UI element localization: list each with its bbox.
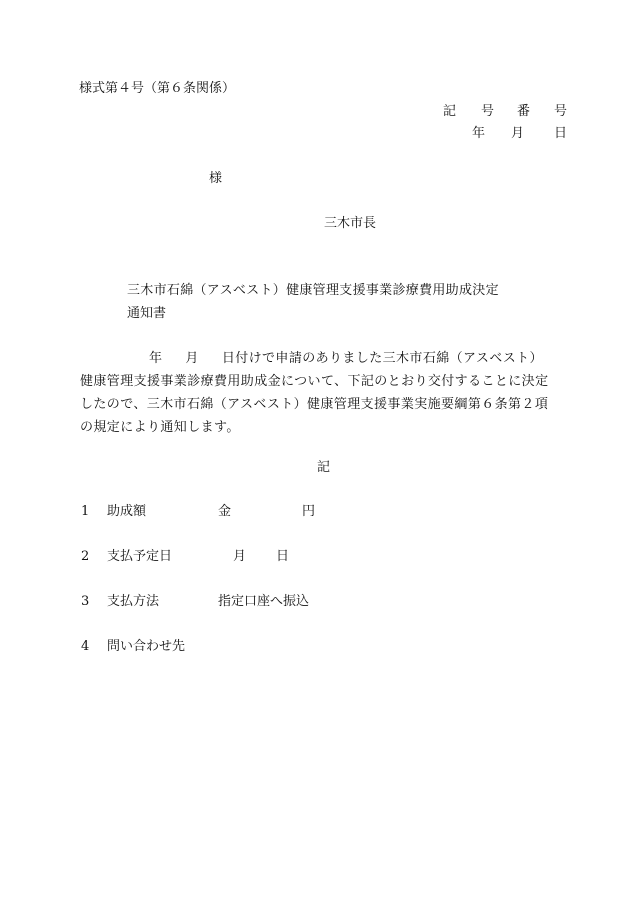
record-go-1: 号	[481, 104, 495, 119]
ki-heading: 記	[317, 460, 331, 475]
date-month: 月	[511, 126, 525, 141]
item-value-a: 指定口座へ振込	[218, 594, 310, 609]
date-day: 日	[554, 126, 568, 141]
body-year: 年	[149, 351, 163, 366]
item-number: 2	[81, 549, 90, 564]
body-month: 月	[185, 351, 199, 366]
title-line-2: 通知書	[127, 306, 167, 321]
form-label: 様式第４号（第６条関係）	[79, 81, 236, 96]
item-label: 支払予定日	[107, 549, 173, 564]
issuer: 三木市長	[324, 216, 377, 231]
date-year: 年	[472, 126, 486, 141]
body-line-1	[80, 347, 580, 370]
item-value-a: 月	[233, 549, 247, 564]
item-number: 4	[81, 639, 90, 654]
addressee-suffix: 様	[209, 171, 223, 186]
record-ki: 記	[443, 104, 457, 119]
title-line-1: 三木市石綿（アスベスト）健康管理支援事業診療費用助成決定	[127, 283, 499, 298]
body-line-3: したので、三木市石綿（アスベスト）健康管理支援事業実施要綱第６条第２項	[80, 397, 549, 412]
item-label: 問い合わせ先	[107, 639, 186, 654]
item-value-b: 円	[302, 504, 316, 519]
record-ban: 番	[517, 104, 531, 119]
body-line-2: 健康管理支援事業診療費用助成金について、下記のとおり交付することに決定	[80, 374, 549, 389]
record-go-2: 号	[554, 104, 568, 119]
item-number: 1	[81, 504, 90, 519]
item-label: 助成額	[107, 504, 147, 519]
body-paragraph	[80, 347, 580, 439]
item-value-a: 金	[218, 504, 232, 519]
body-line-4: の規定により通知します。	[80, 420, 240, 435]
item-value-b: 日	[276, 549, 290, 564]
item-number: 3	[81, 594, 90, 609]
body-day-text: 日付けで申請のありました三木市石綿（アスベスト）	[221, 351, 543, 366]
item-label: 支払方法	[107, 594, 160, 609]
